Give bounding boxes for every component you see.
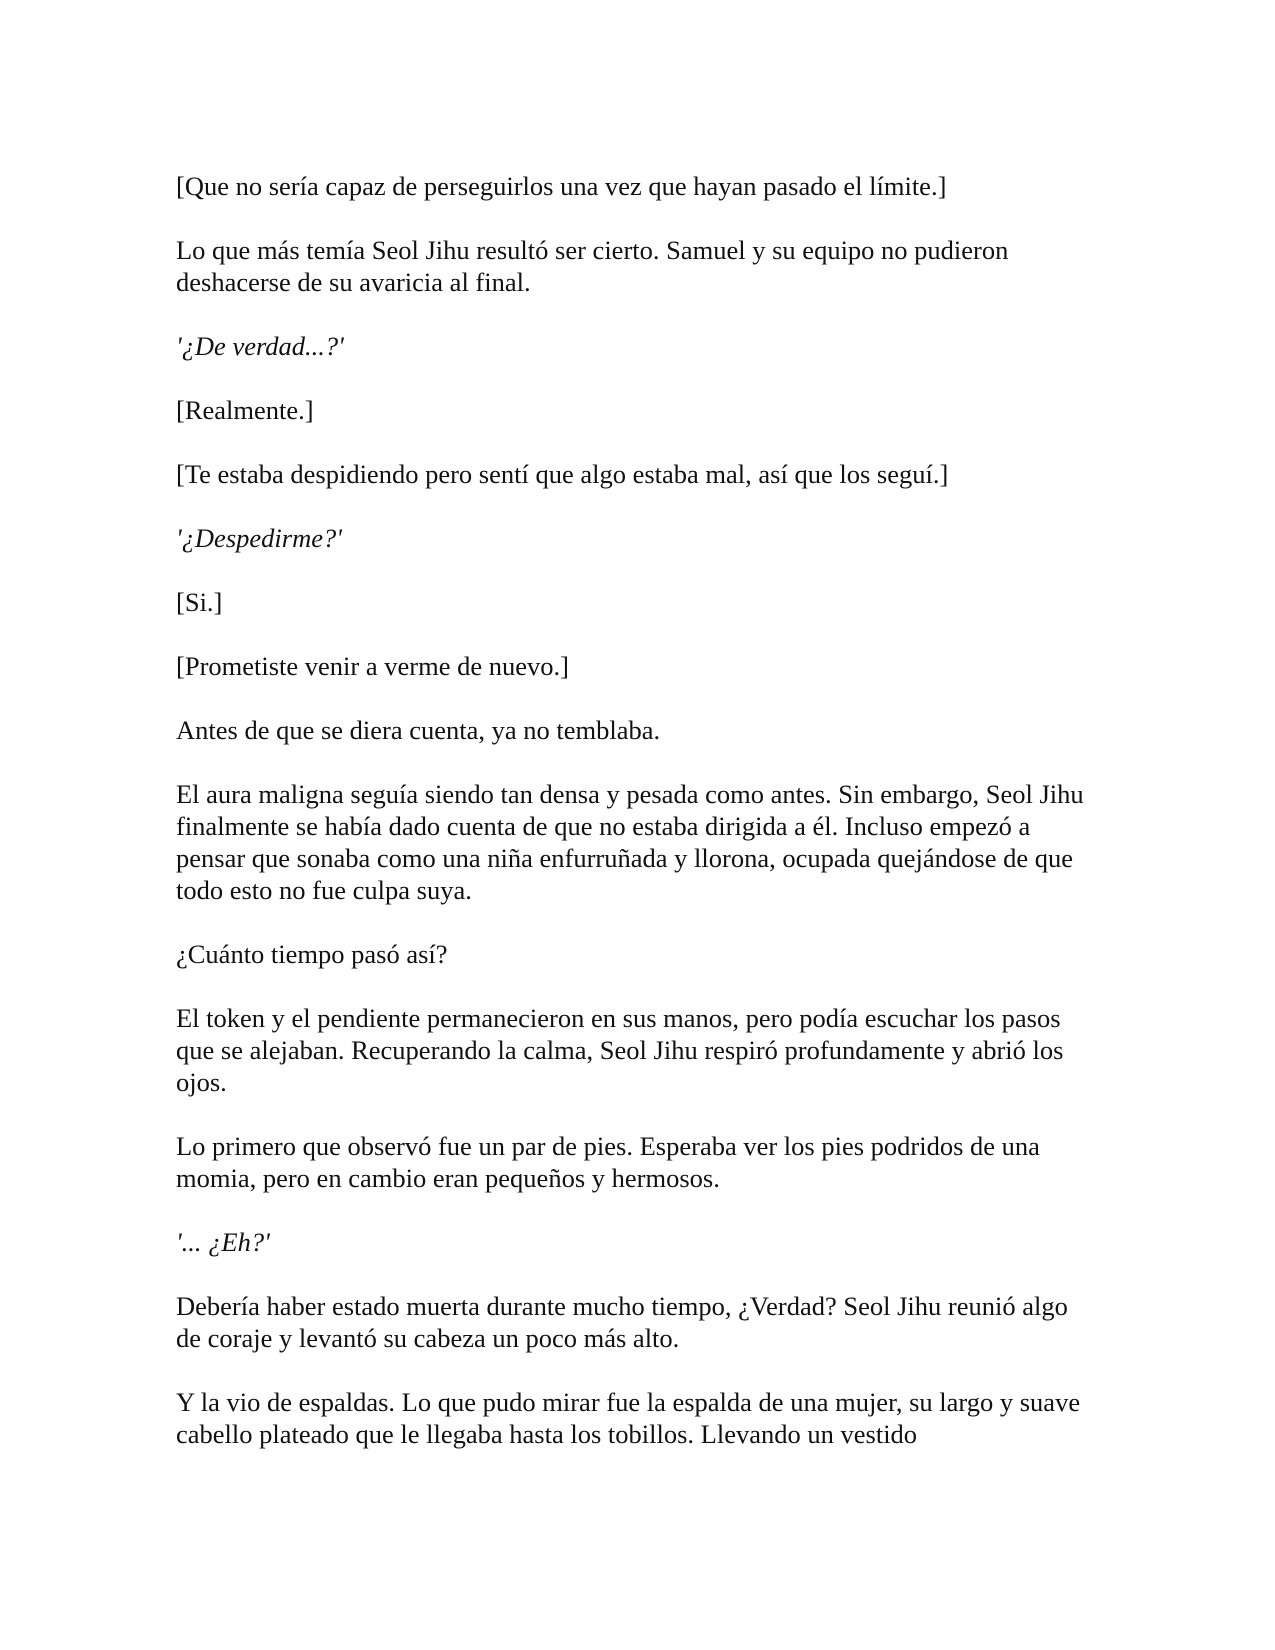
paragraph-4: [Realmente.] (176, 395, 314, 425)
paragraph-2: Lo que más temía Seol Jihu resultó ser cierto. Samuel y su equipo no pudieron deshacerse de su avaricia al final. (176, 235, 1009, 297)
paragraph-8: [Prometiste venir a verme de nuevo.] (176, 651, 569, 681)
paragraph-15: Debería haber estado muerta durante mucho tiempo, ¿Verdad? Seol Jihu reunió algo de coraje y levantó su cabeza un poco más alto. (176, 1291, 1068, 1353)
paragraph-11: ¿Cuánto tiempo pasó así? (176, 939, 448, 969)
paragraph-9: Antes de que se diera cuenta, ya no temblaba. (176, 715, 661, 745)
paragraph-16: Y la vio de espaldas. Lo que pudo mirar fue la espalda de una mujer, su largo y suave cabello plateado que le llegaba hasta los tobillos. Llevando un vestido (176, 1387, 1081, 1449)
paragraph-12: El token y el pendiente permanecieron en sus manos, pero podía escuchar los pasos que se alejaban. Recuperando la calma, Seol Jihu respiró profundamente y abrió los ojos. (176, 1003, 1064, 1097)
document-body (176, 170, 1096, 1482)
paragraph-5: [Te estaba despidiendo pero sentí que algo estaba mal, así que los seguí.] (176, 459, 949, 489)
paragraph-10: El aura maligna seguía siendo tan densa y pesada como antes. Sin embargo, Seol Jihu finalmente se había dado cuenta de que no estaba dirigida a él. Incluso empezó a pensar que sonaba como una niña enfurruñada y llorona, ocupada quejándose de que todo esto no fue culpa suya. (176, 779, 1084, 905)
paragraph-1: [Que no sería capaz de perseguirlos una vez que hayan pasado el límite.] (176, 171, 947, 201)
paragraph-13: Lo primero que observó fue un par de pies. Esperaba ver los pies podridos de una momia, pero en cambio eran pequeños y hermosos. (176, 1131, 1040, 1193)
paragraph-7: [Si.] (176, 587, 223, 617)
paragraph-6: '¿Despedirme?' (176, 523, 342, 553)
paragraph-14: '... ¿Eh?' (176, 1227, 270, 1257)
paragraph-3: '¿De verdad...?' (176, 331, 344, 361)
